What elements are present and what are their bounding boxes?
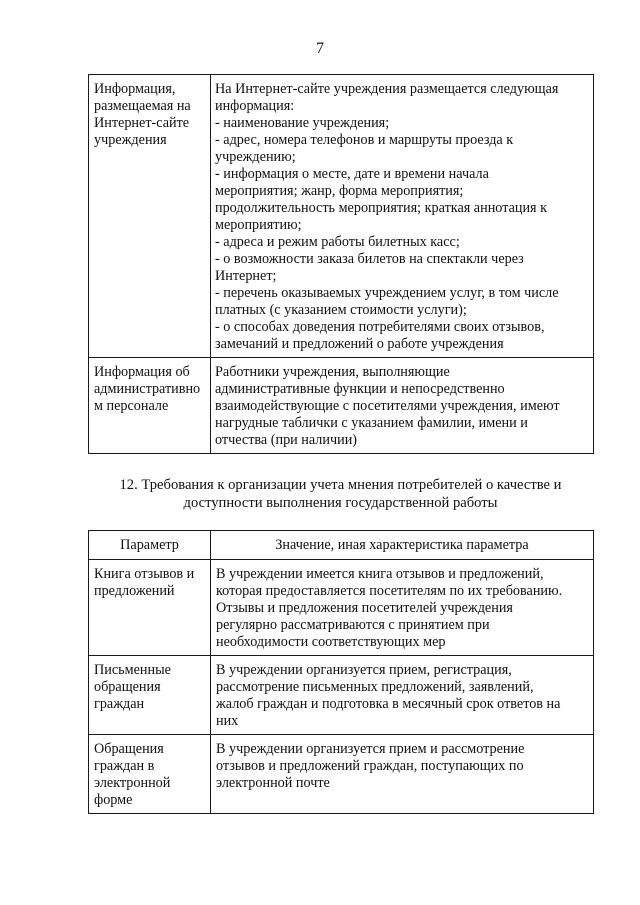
row-value-admin-staff	[211, 358, 594, 454]
table-header-row	[89, 531, 594, 560]
row-value-written-requests	[211, 656, 594, 735]
label-line: Интернет-сайте	[94, 115, 190, 131]
value-line: - о способах доведения потребителями своих отзывов,	[215, 319, 545, 335]
section-heading-line: 12. Требования к организации учета мнения потребителей о качестве и	[119, 477, 562, 493]
value-line: - адрес, номера телефонов и маршруты проезда к	[215, 132, 514, 148]
section-heading	[88, 476, 593, 512]
row-label-website-info	[89, 75, 211, 358]
row-label-feedback-book	[89, 560, 211, 656]
table-row	[89, 656, 594, 735]
value-line: которая предоставляется посетителям по их требованию.	[216, 583, 563, 599]
value-line: учреждению;	[215, 149, 296, 165]
row-value-electronic-requests	[211, 735, 594, 814]
label-line: предложений	[94, 583, 175, 599]
value-line: мероприятия; жанр, форма мероприятия;	[215, 183, 464, 199]
label-line: размещаемая на	[94, 98, 191, 114]
value-line: жалоб граждан и подготовка в месячный срок ответов на	[216, 696, 561, 712]
label-line: граждан в	[94, 758, 155, 774]
label-line: м персонале	[94, 398, 169, 414]
value-line: Отзывы и предложения посетителей учреждения	[216, 600, 513, 616]
label-line: граждан	[94, 696, 145, 712]
value-line: замечаний и предложений о работе учреждения	[215, 336, 504, 352]
row-label-written-requests	[89, 656, 211, 735]
value-line: - перечень оказываемых учреждением услуг, в том числе	[215, 285, 559, 301]
value-line: В учреждении имеется книга отзывов и предложений,	[216, 566, 544, 582]
value-line: необходимости соответствующих мер	[216, 634, 446, 650]
label-line: административно	[94, 381, 201, 397]
value-line: электронной почте	[216, 775, 330, 791]
value-line: На Интернет-сайте учреждения размещается следующая	[215, 81, 559, 97]
row-label-admin-staff	[89, 358, 211, 454]
value-line: Работники учреждения, выполняющие	[215, 364, 450, 380]
label-line: Обращения	[94, 741, 164, 757]
label-line: Информация об	[94, 364, 190, 380]
info-table	[88, 74, 594, 454]
label-line: учреждения	[94, 132, 167, 148]
table-row	[89, 560, 594, 656]
value-line: отзывов и предложений граждан, поступающих по	[216, 758, 524, 774]
value-line: В учреждении организуется прием и рассмотрение	[216, 741, 525, 757]
value-line: нагрудные таблички с указанием фамилии, имени и	[215, 415, 528, 431]
row-value-feedback-book	[211, 560, 594, 656]
label-line: Информация,	[94, 81, 176, 97]
label-line: Письменные	[94, 662, 171, 678]
table-row	[89, 358, 594, 454]
value-line: - информация о месте, дате и времени начала	[215, 166, 489, 182]
value-line: - о возможности заказа билетов на спектакли через	[215, 251, 524, 267]
value-line: взаимодействующие с посетителями учреждения, имеют	[215, 398, 560, 414]
label-line: форме	[94, 792, 133, 808]
table-row	[89, 75, 594, 358]
value-line: отчества (при наличии)	[215, 432, 358, 448]
value-line: Интернет;	[215, 268, 277, 284]
page-number: 7	[316, 40, 324, 57]
value-line: В учреждении организуется прием, регистрация,	[216, 662, 512, 678]
column-header-value: Значение, иная характеристика параметра	[211, 531, 594, 560]
label-line: электронной	[94, 775, 171, 791]
value-line: продолжительность мероприятия; краткая аннотация к	[215, 200, 548, 216]
column-header-parameter: Параметр	[89, 531, 211, 560]
value-line: регулярно рассматриваются с принятием при	[216, 617, 490, 633]
label-line: Книга отзывов и	[94, 566, 195, 582]
value-line: платных (с указанием стоимости услуги);	[215, 302, 467, 318]
value-line: административные функции и непосредственно	[215, 381, 505, 397]
row-value-website-info	[211, 75, 594, 358]
value-line: - наименование учреждения;	[215, 115, 390, 131]
row-label-electronic-requests	[89, 735, 211, 814]
label-line: обращения	[94, 679, 161, 695]
requirements-table	[88, 530, 594, 814]
value-line: них	[216, 713, 239, 729]
value-line: - адреса и режим работы билетных касс;	[215, 234, 460, 250]
value-line: рассмотрение письменных предложений, заявлений,	[216, 679, 534, 695]
value-line: мероприятию;	[215, 217, 302, 233]
table-row	[89, 735, 594, 814]
value-line: информация:	[215, 98, 295, 114]
section-heading-line: доступности выполнения государственной работы	[183, 495, 498, 511]
